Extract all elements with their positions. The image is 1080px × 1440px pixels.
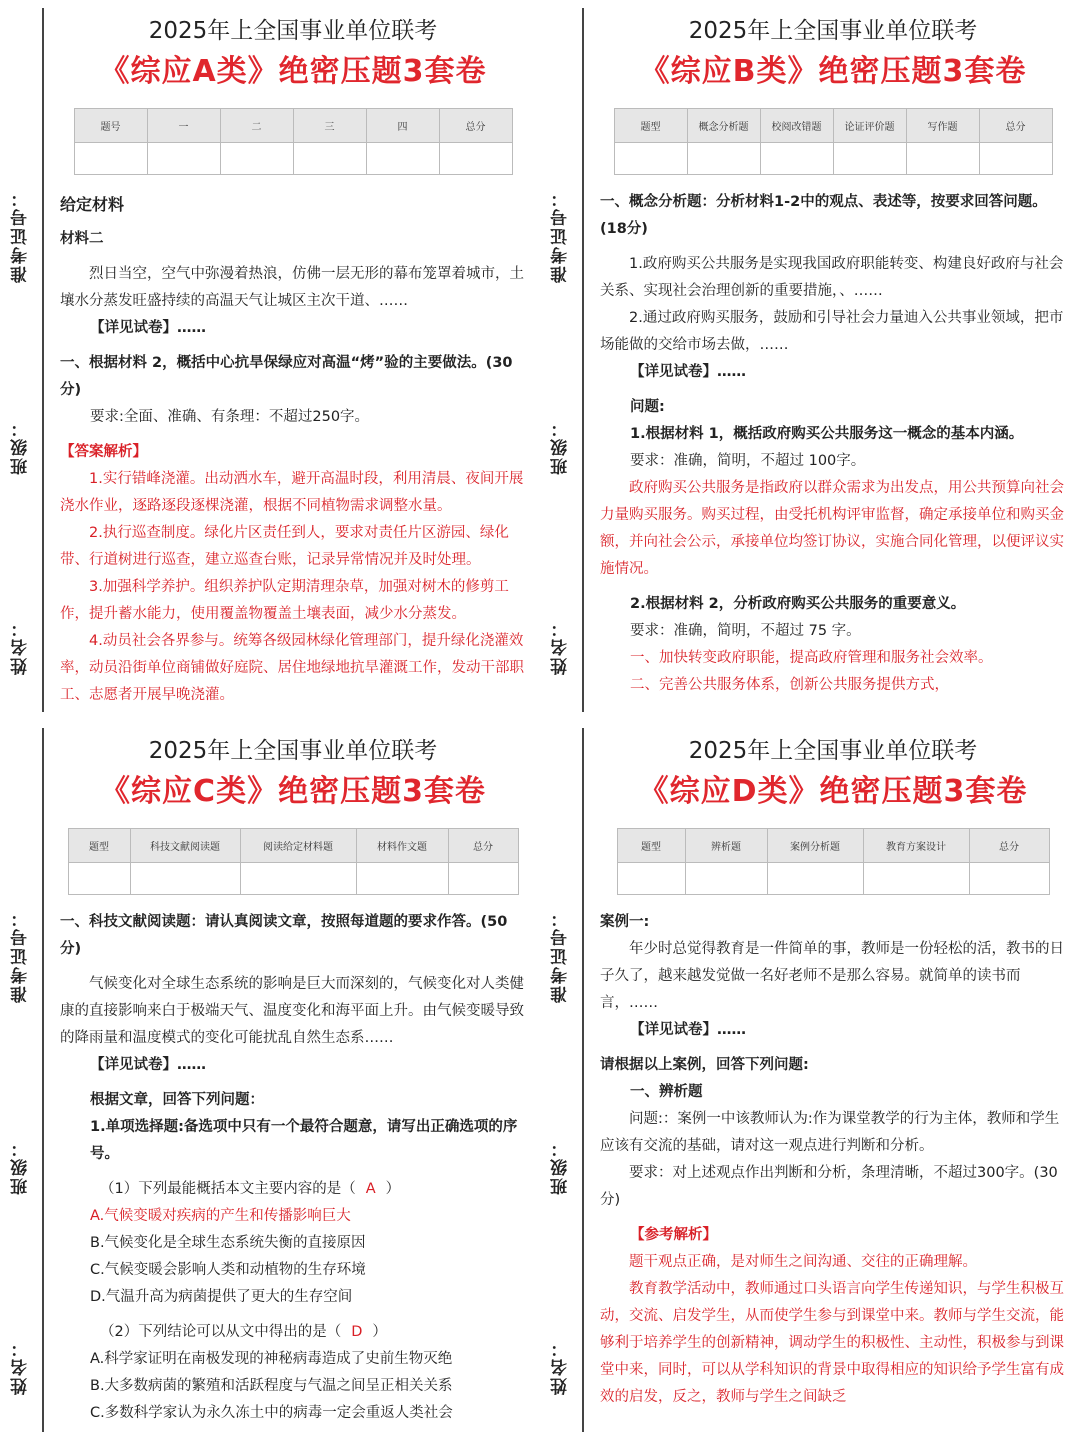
case-label: 案例一: — [600, 914, 650, 930]
score-cell[interactable] — [293, 143, 366, 175]
case-text: 年少时总觉得教育是一件简单的事，教师是一份轻松的活，教书的日子久了，越来越发觉做一名好老师不是那么容易。就简单的读书而言，…… — [600, 941, 1064, 1011]
see-paper-note: 【详见试卷】…… — [630, 364, 746, 380]
score-cell[interactable] — [687, 143, 760, 175]
question-text: 2.根据材料 2，分析政府购买公共服务的重要意义。 — [630, 596, 966, 612]
binding-line — [42, 8, 44, 712]
section-heading: 给定材料 — [60, 195, 125, 214]
option-item: B.气候变化是全球生态系统失衡的直接原因 — [90, 1235, 366, 1251]
answer-item: 二、完善公共服务体系，创新公共服务提供方式， — [630, 677, 949, 693]
score-header: 题号 — [74, 109, 147, 143]
binding-line — [582, 8, 584, 712]
score-header: 题型 — [614, 109, 687, 143]
score-cell[interactable] — [356, 863, 448, 895]
option-item: B.大多数病菌的繁殖和活跃程度与气温之间呈正相关关系 — [90, 1378, 453, 1394]
exam-title: 2025年上全国事业单位联考 — [148, 738, 438, 764]
exam-title: 2025年上全国事业单位联考 — [688, 738, 978, 764]
exam-panel-c — [0, 720, 540, 1440]
class-label: 班级： — [11, 1138, 31, 1195]
answer-text: 题干观点正确，是对师生之间沟通、交往的正确理解。 — [629, 1254, 977, 1270]
answer-label: 【答案解析】 — [60, 444, 147, 460]
question-text: 一、根据材料 2，概括中心抗旱保绿应对高温“烤”验的主要做法。(30分) — [60, 355, 513, 398]
answer-item: 1.实行错峰浇灌。出动洒水车，避开高温时段，利用清晨、夜间开展浇水作业，逐路逐段逐棵浇灌，根据不同植物需求调整水量。 — [60, 471, 524, 514]
question-stem: （1）下列最能概括本文主要内容的是（ A ） — [100, 1181, 401, 1197]
material-text: 气候变化对全球生态系统的影响是巨大而深刻的，气候变化对人类健康的直接影响来白于极端天气、温度变化和海平面上升。由气候变暖导致的降雨量和温度模式的变化可能扰乱自然生态系…… — [60, 976, 524, 1046]
see-paper-note: 【详见试卷】…… — [630, 1022, 746, 1038]
score-header: 总分 — [448, 829, 518, 863]
exam-panel-d — [540, 720, 1080, 1440]
binding-margin — [540, 0, 584, 720]
answer-label: 【参考解析】 — [630, 1227, 717, 1243]
score-cell[interactable] — [760, 143, 833, 175]
answer-item: 3.加强科学养护。组织养护队定期清理杂草，加强对树木的修剪工作，提升蓄水能力，使用覆盖物覆盖土壤表面，减少水分蒸发。 — [60, 579, 509, 622]
exam-panel-a — [0, 0, 540, 720]
material-text: 2.通过政府购买服务，鼓励和引导社会力量迪入公共事业领域，把市场能做的交给市场去做，…… — [600, 310, 1064, 353]
question-type: 1.单项选择题:备选项中只有一个最符合题意，请写出正确选项的序号。 — [90, 1119, 518, 1162]
exam-subtitle: 《综应B类》绝密压题3套卷 — [639, 54, 1027, 89]
score-header: 案例分析题 — [767, 829, 863, 863]
requirement-text: 要求:全面、准确、有条理：不超过250字。 — [90, 409, 370, 425]
material-label: 材料二 — [60, 231, 104, 247]
score-header: 写作题 — [906, 109, 979, 143]
option-item: A.气候变暖对疾病的产生和传播影响巨大 — [90, 1208, 351, 1224]
exam-id-label: 准考证号： — [551, 188, 571, 283]
score-cell[interactable] — [906, 143, 979, 175]
score-cell[interactable] — [130, 863, 240, 895]
requirement-text: 要求：准确，简明，不超过 100字。 — [630, 453, 866, 469]
score-cell[interactable] — [220, 143, 293, 175]
requirement-text: 要求：准确，简明，不超过 75 字。 — [630, 623, 861, 639]
answer-item: 2.执行巡查制度。绿化片区责任到人，要求对责任片区游园、绿化带、行道树进行巡查，建立巡查台账，记录异常情况并及时处理。 — [60, 525, 509, 568]
exam-id-label: 准考证号： — [551, 908, 571, 1003]
score-header: 阅读给定材料题 — [240, 829, 356, 863]
answer-text: 教育教学活动中，教师通过口头语言向学生传递知识，与学生积极互动，交流、启发学生，从而使学生参与到课堂中来。教师与学生交流，能够利于培养学生的创新精神，调动学生的积极性、主动性，积极参与到课堂中来，同时，可以从学科知识的背景中取得相应的知识给予学生富有成效的启发，反之，教师与学生之间缺乏 — [600, 1281, 1064, 1405]
score-table — [614, 108, 1053, 175]
score-header: 教育方案设计 — [863, 829, 969, 863]
score-header: 三 — [293, 109, 366, 143]
binding-margin — [0, 720, 44, 1440]
score-header: 材料作文题 — [356, 829, 448, 863]
score-cell[interactable] — [614, 143, 687, 175]
score-header: 总分 — [969, 829, 1049, 863]
score-header: 总分 — [439, 109, 512, 143]
score-header: 总分 — [979, 109, 1052, 143]
score-table — [74, 108, 513, 175]
score-cell[interactable] — [240, 863, 356, 895]
score-header: 论证评价题 — [833, 109, 906, 143]
score-cell[interactable] — [439, 143, 512, 175]
class-label: 班级： — [11, 418, 31, 475]
option-item: A.科学家证明在南极发现的神秘病毒造成了史前生物灭绝 — [90, 1351, 453, 1367]
exam-panel-b — [540, 0, 1080, 720]
score-cell[interactable] — [685, 863, 767, 895]
answer-item: 一、加快转变政府职能，提高政府管理和服务社会效率。 — [630, 650, 993, 666]
section-heading: 一、概念分析题：分析材料1-2中的观点、表述等，按要求回答问题。(18分) — [600, 194, 1047, 237]
correct-answer: A — [365, 1181, 376, 1197]
score-header: 题型 — [617, 829, 685, 863]
prompt-text: 根据文章，回答下列问题： — [90, 1092, 264, 1108]
exam-subtitle: 《综应A类》绝密压题3套卷 — [99, 54, 487, 89]
name-label: 姓名： — [11, 618, 31, 675]
score-header: 校阅改错题 — [760, 109, 833, 143]
score-cell[interactable] — [68, 863, 130, 895]
score-cell[interactable] — [147, 143, 220, 175]
exam-title: 2025年上全国事业单位联考 — [688, 18, 978, 44]
score-header: 一 — [147, 109, 220, 143]
requirement-text: 要求：对上述观点作出判断和分析，条理清晰，不超过300字。(30分) — [600, 1165, 1058, 1208]
score-cell[interactable] — [833, 143, 906, 175]
score-cell[interactable] — [767, 863, 863, 895]
score-cell[interactable] — [366, 143, 439, 175]
option-item: C.气候变暖会影响人类和动植物的生存环境 — [90, 1262, 366, 1278]
material-text: 1.政府购买公共服务是实现我国政府职能转变、构建良好政府与社会关系、实现社会治理创新的重要措施，、…… — [600, 256, 1064, 299]
score-cell[interactable] — [863, 863, 969, 895]
correct-answer: D — [351, 1324, 363, 1340]
score-header: 辨析题 — [685, 829, 767, 863]
see-paper-note: 【详见试卷】…… — [90, 1057, 206, 1073]
exam-id-label: 准考证号： — [11, 908, 31, 1003]
score-header: 概念分析题 — [687, 109, 760, 143]
exam-title: 2025年上全国事业单位联考 — [148, 18, 438, 44]
questions-label: 问题: — [630, 399, 665, 415]
question-text: 1.根据材料 1，概括政府购买公共服务这一概念的基本内涵。 — [630, 426, 1024, 442]
see-paper-note: 【详见试卷】…… — [90, 320, 206, 336]
score-header: 四 — [366, 109, 439, 143]
question-stem: （2）下列结论可以从文中得出的是（ D ） — [100, 1324, 387, 1340]
name-label: 姓名： — [551, 1338, 571, 1395]
answer-text: 政府购买公共服务是指政府以群众需求为出发点，用公共预算向社会力量购买服务。购买过程，由受托机构评审监督，确定承接单位和购买金额，并向社会公示，承接单位均签订协议，实施合同化管理，以便评议实施情况。 — [600, 480, 1064, 577]
exam-subtitle: 《综应C类》绝密压题3套卷 — [100, 774, 486, 809]
question-text: 问题:：案例一中该教师认为:作为课堂教学的行为主体，教师和学生应该有交流的基础，请对这一观点进行判断和分析。 — [600, 1111, 1060, 1154]
score-cell[interactable] — [74, 143, 147, 175]
binding-line — [42, 728, 44, 1432]
score-cell[interactable] — [979, 143, 1052, 175]
name-label: 姓名： — [11, 1338, 31, 1395]
class-label: 班级： — [551, 418, 571, 475]
answer-item: 4.动员社会各界参与。统筹各级园林绿化管理部门，提升绿化浇灌效率，动员沿街单位商铺做好庭院、居住地绿地抗旱灌溉工作，发动干部职工、志愿者开展早晚浇灌。 — [60, 633, 524, 703]
prompt-text: 请根据以上案例，回答下列问题: — [600, 1057, 809, 1073]
option-item: C.多数科学家认为永久冻土中的病毒一定会重返人类社会 — [90, 1405, 453, 1421]
binding-margin — [0, 0, 44, 720]
score-table — [68, 828, 519, 895]
material-text: 烈日当空，空气中弥漫着热浪，仿佛一层无形的幕布笼罩着城市，土壤水分蒸发旺盛持续的高温天气让城区主次干道、…… — [60, 266, 524, 309]
class-label: 班级： — [551, 1138, 571, 1195]
option-item: D.气温升高为病菌提供了更大的生存空间 — [90, 1289, 353, 1305]
binding-line — [582, 728, 584, 1432]
score-table — [617, 828, 1050, 895]
name-label: 姓名： — [551, 618, 571, 675]
section-heading: 一、科技文献阅读题：请认真阅读文章，按照每道题的要求作答。(50分) — [60, 914, 508, 957]
score-cell[interactable] — [617, 863, 685, 895]
sub-section-heading: 一、辨析题 — [630, 1084, 703, 1100]
binding-margin — [540, 720, 584, 1440]
score-header: 题型 — [68, 829, 130, 863]
score-header: 科技文献阅读题 — [130, 829, 240, 863]
exam-subtitle: 《综应D类》绝密压题3套卷 — [638, 774, 1028, 809]
exam-id-label: 准考证号： — [11, 188, 31, 283]
score-cell[interactable] — [969, 863, 1049, 895]
score-cell[interactable] — [448, 863, 518, 895]
score-header: 二 — [220, 109, 293, 143]
